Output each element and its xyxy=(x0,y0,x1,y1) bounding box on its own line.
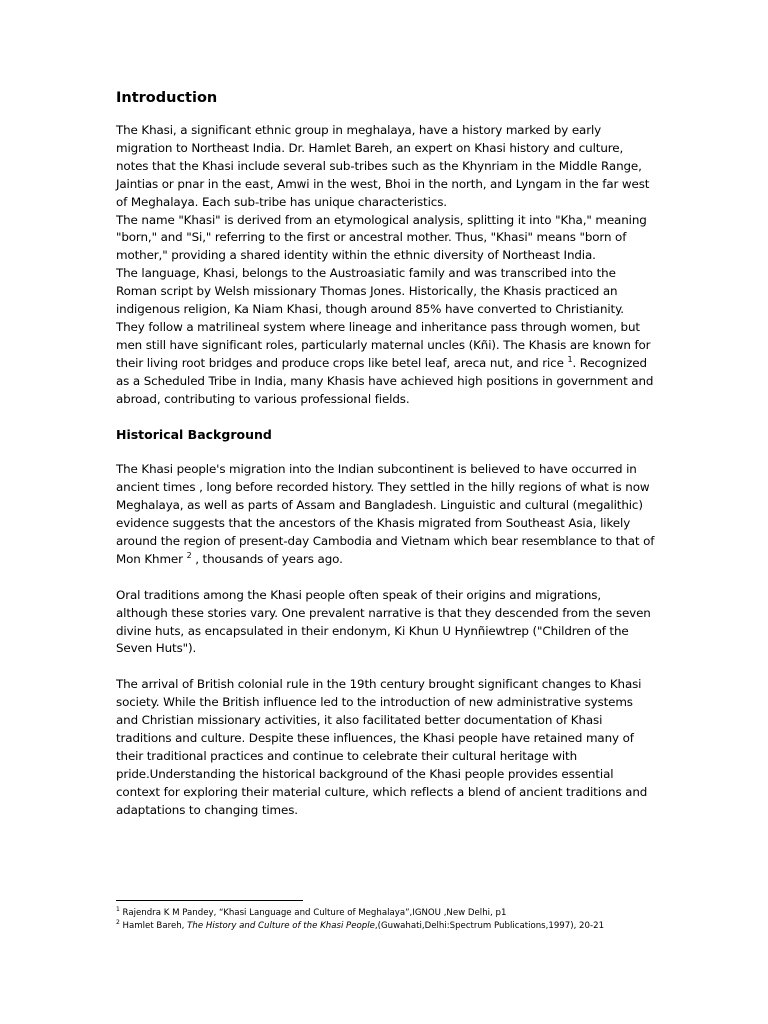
footnote-number-2: 2 xyxy=(116,918,120,926)
language-paragraph xyxy=(116,265,656,408)
section-title-historical-background: Historical Background xyxy=(116,427,272,443)
footnote-2 xyxy=(116,920,676,933)
migration-text-part1: The Khasi people's migration into the Indian subcontinent is believed to have occurred in ancient times , long before recorded history. They settled in the hilly regions of what is now Meghalaya, as well as parts of Assam and Bangladesh. Linguistic and cultural (megalithic) evidence suggests that the ancestors of the Khasis migrated from Southeast Asia, likely around the region of present-day Cambodia and Vietnam which bear resemblance to that of Mon Khmer xyxy=(116,462,655,566)
oral-traditions-paragraph: Oral traditions among the Khasi people often speak of their origins and migrations, although these stories vary. One prevalent narrative is that they descended from the seven divine huts, as encapsulated in their endonym, Ki Khun U Hynñiewtrep ("Children of the Seven Huts"). xyxy=(116,587,651,656)
footnote-publication-2: ,(Guwahati,Delhi:Spectrum Publications,1997), 20-21 xyxy=(374,920,605,931)
footnote-1 xyxy=(116,907,676,920)
footnote-ref-1: 1 xyxy=(567,354,573,364)
british-rule-paragraph: The arrival of British colonial rule in the 19th century brought significant changes to Khasi society. While the British influence led to the introduction of new administrative systems and Christian missionary activities, it also facilitated better documentation of Khasi traditions and culture. Despite these influences, the Khasi people have retained many of their traditional practices and continue to celebrate their cultural heritage with pride.Understanding the historical background of the Khasi people provides essential context for exploring their material culture, which reflects a blend of ancient traditions and adaptations to changing times. xyxy=(116,677,648,817)
migration-text-part2: , thousands of years ago. xyxy=(191,551,343,566)
language-text-part1: The language, Khasi, belongs to the Austroasiatic family and was transcribed into the Roman script by Welsh missionary Thomas Jones. Historically, the Khasis practiced an indigenous religion, Ka Niam Khasi, though around 85% have converted to Christianity. They follow a matrilineal system where lineage and inheritance pass through women, but men still have significant roles, particularly maternal uncles (Kñi). The Khasis are known for their living root bridges and produce crops like betel leaf, areca nut, and rice xyxy=(116,266,651,370)
migration-paragraph xyxy=(116,461,656,568)
document-body xyxy=(116,88,656,819)
language-text-part2: . Recognized as a Scheduled Tribe in India, many Khasis have achieved high positions in government and abroad, contributing to various professional fields. xyxy=(116,355,654,406)
footnotes xyxy=(116,907,676,932)
intro-paragraph: The Khasi, a significant ethnic group in meghalaya, have a history marked by early migration to Northeast India. Dr. Hamlet Bareh, an expert on Khasi history and culture, notes that the Khasi include several sub-tribes such as the Khynriam in the Middle Range, Jaintias or pnar in the east, Amwi in the west, Bhoi in the north, and Lyngam in the far west of Meghalaya. Each sub-tribe has unique characteristics. xyxy=(116,123,650,209)
footnote-number-1: 1 xyxy=(116,906,120,914)
footnote-ref-2: 2 xyxy=(186,550,192,560)
footnote-text-1: Rajendra K M Pandey, “Khasi Language and Culture of Meghalaya”,IGNOU ,New Delhi, p1 xyxy=(119,908,507,918)
footnote-separator xyxy=(116,900,303,901)
footnote-author-2: Hamlet Bareh, xyxy=(119,920,188,931)
etymology-paragraph: The name "Khasi" is derived from an etymological analysis, splitting it into "Kha," meaning "born," and "Si," referring to the first or ancestral mother. Thus, "Khasi" means "born of mother," providing a shared identity within the ethnic diversity of Northeast India. xyxy=(116,212,647,263)
footnote-book-title-2: The History and Culture of the Khasi People xyxy=(187,920,375,931)
section-title-introduction: Introduction xyxy=(116,90,218,106)
